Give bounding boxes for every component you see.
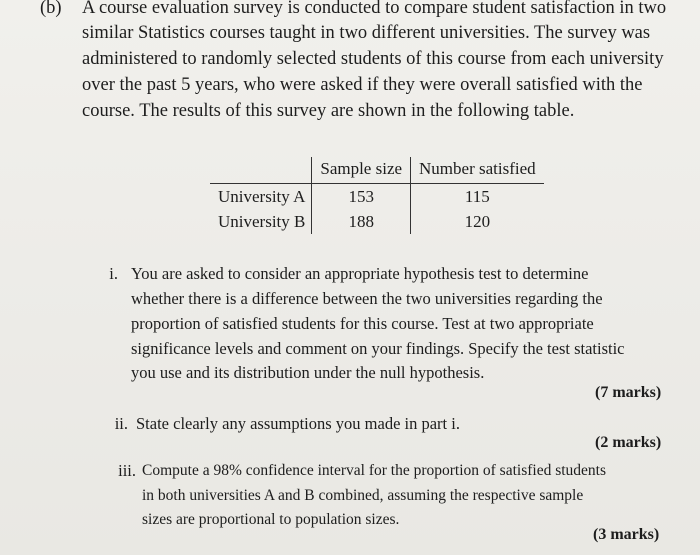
marks-label: (3 marks) bbox=[593, 526, 660, 543]
question-number: ii. bbox=[114, 414, 128, 433]
intro-line: similar Statistics courses taught in two different universities. The survey was bbox=[82, 23, 651, 43]
row-university: University A bbox=[218, 186, 306, 206]
table-header-row bbox=[210, 157, 544, 184]
marks-label: (7 marks) bbox=[595, 384, 662, 401]
intro-line: over the past 5 years, who were asked if they were overall satisfied with the bbox=[82, 75, 643, 95]
question-line: whether there is a difference between the two universities regarding the bbox=[131, 289, 603, 308]
question-line: significance levels and comment on your findings. Specify the test statistic bbox=[131, 339, 625, 358]
intro-line: administered to randomly selected students of this course from each university bbox=[82, 49, 664, 69]
results-table bbox=[210, 157, 544, 234]
question-line: in both universities A and B combined, assuming the respective sample bbox=[142, 487, 584, 504]
header-sample-size: Sample size bbox=[312, 157, 411, 184]
marks-label: (2 marks) bbox=[595, 434, 662, 451]
intro-line: A course evaluation survey is conducted to compare student satisfaction in two bbox=[82, 0, 667, 18]
question-number: i. bbox=[109, 264, 118, 283]
question-line: Compute a 98% confidence interval for the proportion of satisfied students bbox=[142, 462, 607, 479]
cell-number-satisfied: 115 bbox=[411, 184, 544, 210]
question-line: sizes are proportional to population sizes. bbox=[142, 511, 400, 528]
table-header-blank bbox=[210, 157, 312, 184]
part-label: (b) bbox=[40, 0, 62, 18]
question-line: You are asked to consider an appropriate hypothesis test to determine bbox=[131, 264, 589, 283]
cell-sample-size: 188 bbox=[312, 209, 411, 234]
intro-line: course. The results of this survey are shown in the following table. bbox=[82, 101, 575, 121]
header-number-satisfied: Number satisfied bbox=[411, 157, 544, 184]
cell-number-satisfied: 120 bbox=[411, 209, 544, 234]
cell-sample-size: 153 bbox=[312, 184, 411, 210]
question-line: proportion of satisfied students for this course. Test at two appropriate bbox=[131, 314, 594, 333]
question-number: iii. bbox=[118, 461, 136, 480]
question-line: State clearly any assumptions you made in part i. bbox=[136, 414, 460, 433]
question-line: you use and its distribution under the null hypothesis. bbox=[131, 363, 485, 382]
table-row bbox=[210, 184, 544, 210]
row-university: University B bbox=[218, 211, 306, 231]
table-row bbox=[210, 209, 544, 234]
